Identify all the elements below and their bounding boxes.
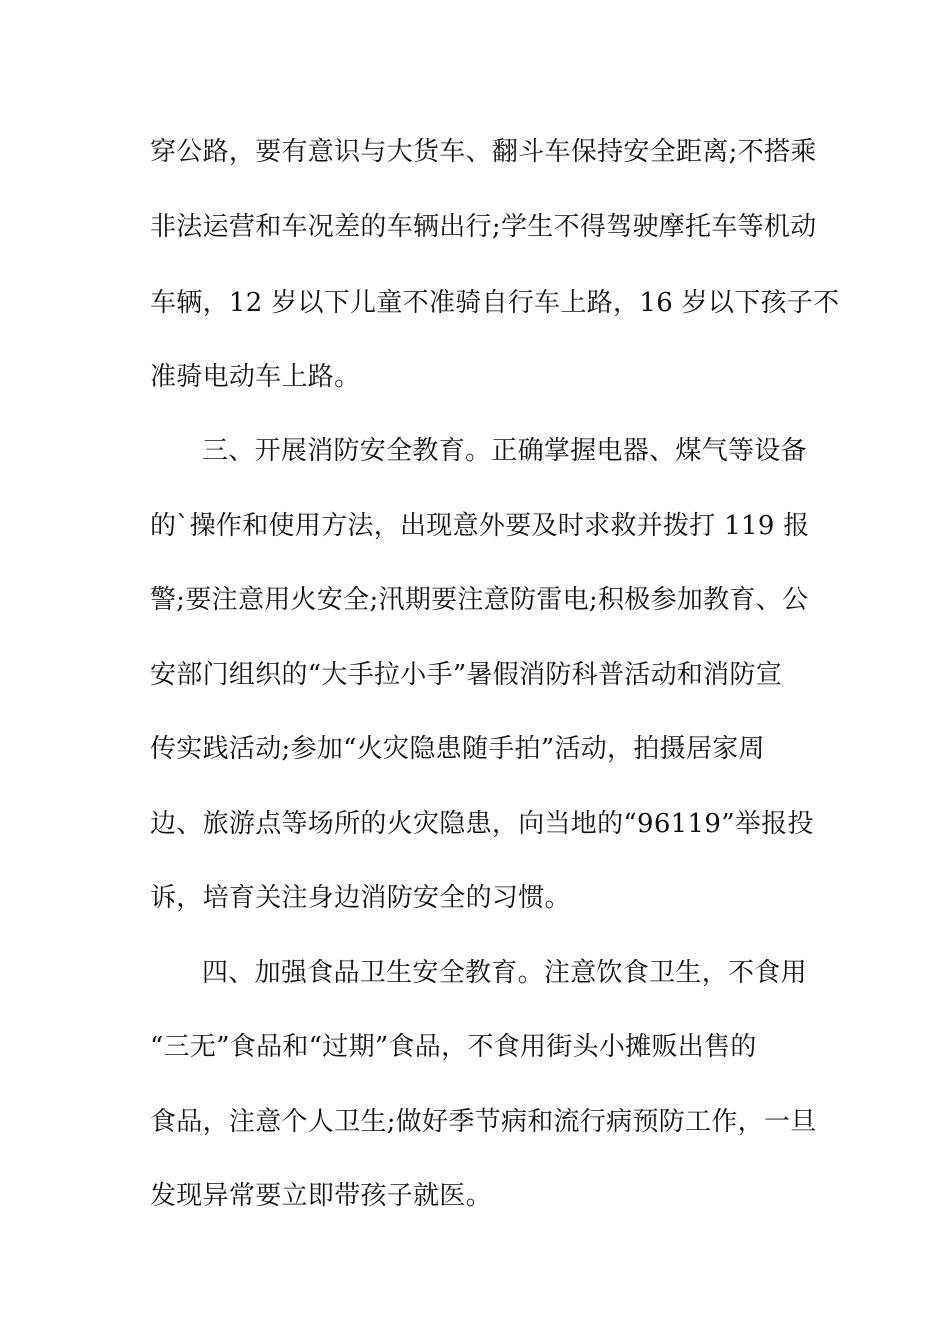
paragraph-line: 车辆，12 岁以下儿童不准骑自行车上路，16 岁以下孩子不 <box>150 288 840 318</box>
paragraph-line: 食品，注意个人卫生;做好季节病和流行病预防工作，一旦 <box>150 1107 817 1137</box>
paragraph-line: 发现异常要立即带孩子就医。 <box>150 1181 492 1211</box>
paragraph-line: 警;要注意用火安全;汛期要注意防雷电;积极参加教育、公 <box>150 585 809 615</box>
paragraph-line: 边、旅游点等场所的火灾隐患，向当地的“96119”举报投 <box>150 809 814 839</box>
paragraph-line: 传实践活动;参加“火灾隐患随手拍”活动，拍摄居家周 <box>150 734 765 764</box>
section-heading-line: 三、开展消防安全教育。正确掌握电器、煤气等设备 <box>202 436 807 466</box>
section-heading-line: 四、加强食品卫生安全教育。注意饮食卫生，不食用 <box>202 958 807 988</box>
paragraph-line: “三无”食品和“过期”食品，不食用街头小摊贩出售的 <box>150 1032 757 1062</box>
paragraph-line: 穿公路，要有意识与大货车、翻斗车保持安全距离;不搭乘 <box>150 137 817 167</box>
paragraph-line: 的`操作和使用方法，出现意外要及时求救并拨打 119 报 <box>150 511 810 541</box>
paragraph-line: 非法运营和车况差的车辆出行;学生不得驾驶摩托车等机动 <box>150 212 817 242</box>
paragraph-line: 诉，培育关注身边消防安全的习惯。 <box>150 883 571 913</box>
paragraph-line: 准骑电动车上路。 <box>150 362 361 392</box>
paragraph-line: 安部门组织的“大手拉小手”暑假消防科普活动和消防宣 <box>150 660 783 690</box>
